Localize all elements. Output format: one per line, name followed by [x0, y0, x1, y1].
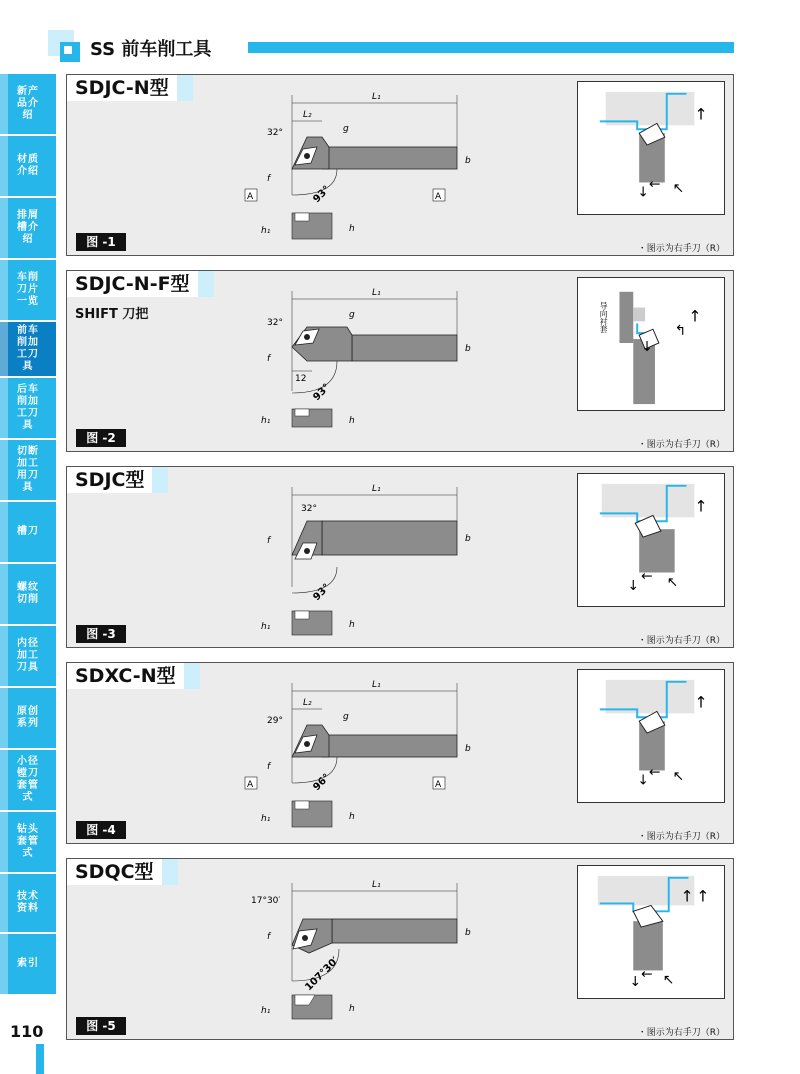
- sidebar-item-small-boring[interactable]: [0, 750, 56, 812]
- hand-note: ・图示为右手刀（R）: [637, 832, 725, 842]
- dim-b: b: [465, 156, 471, 166]
- arrow-left-icon: ←: [641, 568, 653, 585]
- product-panel-sdqc: [66, 858, 734, 1040]
- panel-title: SDQC型: [67, 859, 162, 885]
- tool-drawing: [237, 673, 497, 833]
- dim-h1: h₁: [261, 622, 271, 632]
- arrow-up-icon: ↑: [694, 692, 708, 712]
- header-accent-bar: [248, 42, 734, 53]
- dim-f: f: [267, 536, 271, 546]
- dim-b: b: [465, 928, 471, 938]
- dim-f: f: [267, 174, 271, 184]
- dim-b: b: [465, 534, 471, 544]
- sidebar-nav: [0, 74, 56, 996]
- sidebar-item-label: 材质介绍: [17, 154, 39, 177]
- figure-label: 图 -4: [76, 821, 126, 839]
- sidebar-item-label: 原创系列: [17, 706, 39, 729]
- dim-l1: L₁: [372, 880, 381, 890]
- guide-bush-label: 导向衬套: [599, 301, 609, 334]
- usage-inset: [577, 277, 725, 411]
- figure-label: 图 -1: [76, 233, 126, 251]
- arrow-up-icon: ↑: [696, 886, 710, 906]
- angle-bottom: 93°: [311, 381, 333, 404]
- dim-h1: h₁: [261, 814, 271, 824]
- sidebar-item-label: 新产品介绍: [17, 86, 39, 121]
- page-number: 110: [10, 1022, 44, 1041]
- sidebar-item-materials[interactable]: [0, 136, 56, 198]
- sidebar-item-label: 钻头套管式: [17, 824, 39, 859]
- arrow-up-icon: ↑: [694, 104, 708, 124]
- usage-inset: [577, 865, 725, 999]
- section-mark-left: A: [247, 192, 254, 202]
- sidebar-item-label: 内径加工刀具: [17, 638, 39, 673]
- arrow-left-icon: ←: [649, 764, 661, 781]
- arrow-diagonal-icon: ↖: [666, 574, 679, 591]
- product-panel-sdxc-n: [66, 662, 734, 844]
- angle-bottom: 93°: [311, 183, 333, 206]
- dim-h: h: [349, 620, 355, 630]
- dim-h1: h₁: [261, 226, 271, 236]
- sidebar-item-label: 排屑槽介绍: [17, 210, 39, 245]
- angle-bottom: 107°30′: [303, 955, 342, 994]
- page-number-bar: [36, 1044, 44, 1074]
- sidebar-item-back-turning[interactable]: [0, 378, 56, 440]
- sidebar-item-tech-data[interactable]: [0, 874, 56, 934]
- figure-label: 图 -2: [76, 429, 126, 447]
- dim-g: g: [343, 124, 349, 134]
- sidebar-item-cutoff[interactable]: [0, 440, 56, 502]
- sidebar-item-label: 小径镗刀套管式: [17, 756, 39, 803]
- sidebar-item-label: 前车削加工刀具: [17, 325, 39, 372]
- section-mark-right: A: [435, 192, 442, 202]
- usage-inset: [577, 81, 725, 215]
- sidebar-item-new-products[interactable]: [0, 74, 56, 136]
- dim-h: h: [349, 224, 355, 234]
- sidebar-item-index[interactable]: [0, 934, 56, 996]
- arrow-diagonal-icon: ↖: [672, 180, 685, 197]
- sidebar-item-chipbreakers[interactable]: [0, 198, 56, 260]
- arrow-left-icon: ←: [641, 966, 653, 983]
- tool-drawing: [237, 281, 497, 441]
- dim-g: g: [343, 712, 349, 722]
- arrow-down-icon: ↓: [637, 184, 649, 201]
- hand-note: ・图示为右手刀（R）: [637, 1028, 725, 1038]
- dim-f: f: [267, 762, 271, 772]
- panel-subtitle: SHIFT 刀把: [75, 307, 149, 322]
- dim-h: h: [349, 812, 355, 822]
- arrow-diagonal-icon: ↖: [662, 972, 675, 989]
- sidebar-item-label: 槽刀: [17, 526, 39, 537]
- figure-label: 图 -3: [76, 625, 126, 643]
- dim-offset: 12: [295, 374, 307, 384]
- sidebar-item-label: 车削刀片一览: [17, 272, 39, 307]
- sidebar-item-inserts[interactable]: [0, 260, 56, 322]
- section-mark-right: A: [435, 780, 442, 790]
- sidebar-item-label: 切断加工用刀具: [17, 446, 39, 493]
- angle-top: 32°: [267, 318, 283, 328]
- angle-bottom: 93°: [311, 581, 333, 604]
- dim-l1: L₁: [372, 680, 381, 690]
- dim-l1: L₁: [372, 484, 381, 494]
- arrow-left-icon: ←: [649, 176, 661, 193]
- product-panel-sdjc: [66, 466, 734, 648]
- dim-h: h: [349, 1004, 355, 1014]
- usage-inset: [577, 473, 725, 607]
- dim-g: g: [349, 310, 355, 320]
- dim-l2: L₂: [303, 698, 312, 708]
- hand-note: ・图示为右手刀（R）: [637, 244, 725, 254]
- dim-l2: L₂: [303, 110, 312, 120]
- panel-title: SDJC-N型: [67, 75, 177, 101]
- hand-note: ・图示为右手刀（R）: [637, 636, 725, 646]
- usage-inset: [577, 669, 725, 803]
- arrow-corner-icon: ↰: [674, 323, 687, 340]
- dim-l1: L₁: [372, 288, 381, 298]
- dim-h1: h₁: [261, 416, 271, 426]
- arrow-up-icon: ↑: [688, 306, 702, 326]
- sidebar-item-threading[interactable]: [0, 564, 56, 626]
- angle-top: 32°: [267, 128, 283, 138]
- figure-label: 图 -5: [76, 1017, 126, 1035]
- dim-l1: L₁: [372, 92, 381, 102]
- angle-top: 32°: [301, 504, 317, 514]
- dim-h: h: [349, 416, 355, 426]
- dim-b: b: [465, 744, 471, 754]
- panel-title: SDXC-N型: [67, 663, 184, 689]
- sidebar-item-boring[interactable]: [0, 626, 56, 688]
- arrow-up-icon: ↑: [680, 886, 694, 906]
- section-mark-left: A: [247, 780, 254, 790]
- arrow-down-icon: ↓: [641, 338, 653, 355]
- dim-b: b: [465, 344, 471, 354]
- header-square-white: [64, 46, 72, 54]
- dim-f: f: [267, 932, 271, 942]
- sidebar-item-label: 索引: [17, 958, 39, 969]
- arrow-down-icon: ↓: [629, 974, 641, 991]
- panel-title: SDJC-N-F型: [67, 271, 198, 297]
- sidebar-item-front-turning[interactable]: [0, 322, 56, 378]
- sidebar-item-label: 后车削加工刀具: [17, 384, 39, 431]
- sidebar-item-drill-sleeve[interactable]: [0, 812, 56, 874]
- hand-note: ・图示为右手刀（R）: [637, 440, 725, 450]
- page-title: SS 前车削工具: [90, 39, 212, 60]
- product-panel-sdjc-n: [66, 74, 734, 256]
- arrow-down-icon: ↓: [637, 772, 649, 789]
- sidebar-item-label: 技术资料: [17, 891, 39, 914]
- sidebar-item-label: 螺纹切削: [17, 582, 39, 605]
- tool-drawing: [237, 85, 497, 245]
- dim-h1: h₁: [261, 1006, 271, 1016]
- panel-title: SDJC型: [67, 467, 152, 493]
- sidebar-item-grooving[interactable]: [0, 502, 56, 564]
- arrow-diagonal-icon: ↖: [672, 768, 685, 785]
- angle-top: 29°: [267, 716, 283, 726]
- angle-top: 17°30′: [251, 896, 281, 906]
- arrow-down-icon: ↓: [627, 578, 639, 595]
- tool-drawing: [237, 869, 497, 1029]
- sidebar-item-original[interactable]: [0, 688, 56, 750]
- product-panel-sdjc-n-f: [66, 270, 734, 452]
- angle-bottom: 96°: [311, 771, 333, 794]
- dim-f: f: [267, 354, 271, 364]
- tool-drawing: [237, 477, 497, 637]
- arrow-up-icon: ↑: [694, 496, 708, 516]
